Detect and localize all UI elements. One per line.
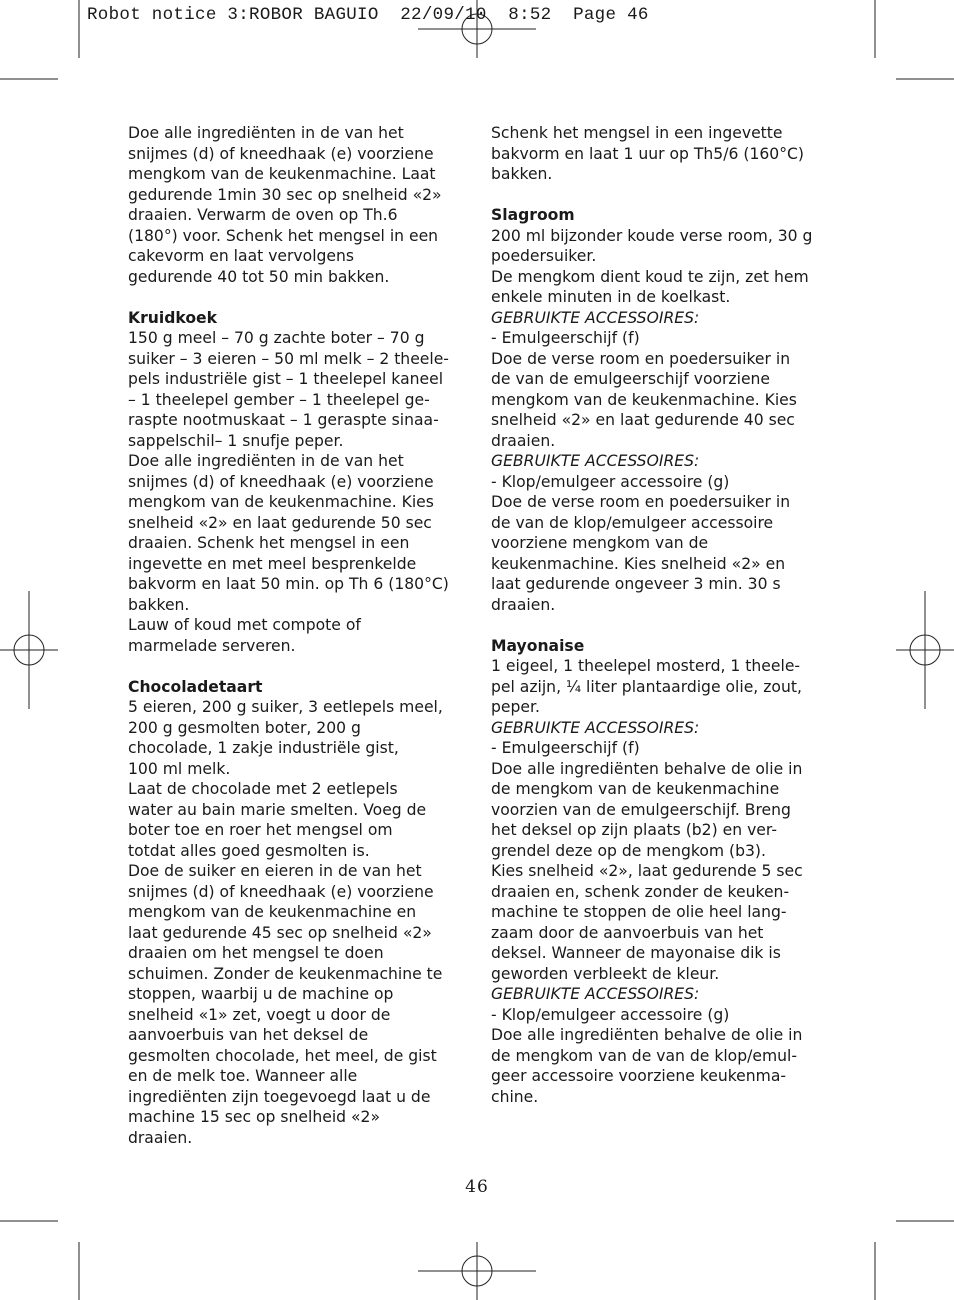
accessory-item: - Emulgeerschijf (f) [491,329,640,347]
page-number: 46 [465,1177,489,1197]
recipe-title-slagroom: Slagroom [491,206,575,224]
chocoladetaart-ingredients: 5 eieren, 200 g suiker, 3 eetlepels meel, 200 g gesmolten boter, 200 g chocolade, 1 zakje industriële gist, 100 ml melk. [128,698,443,778]
kruidkoek-method: Doe alle ingrediënten in de van het snijmes (d) of kneedhaak (e) voorziene mengkom van de keukenmachine. Kies snelheid «2» en laat gedurende 50 sec draaien. Schenk het mengsel in een ingevette en met meel besprenkelde bakvorm en laat 50 min. op Th 6 (180°C) bakken. [128,452,449,614]
accessory-item: - Klop/emulgeer accessoire (g) [491,1005,730,1024]
continued-paragraph: Schenk het mengsel in een ingevette bakvorm en laat 1 uur op Th5/6 (160°C) bakken. [491,124,804,183]
mayonaise-method-1: Doe alle ingrediënten behalve de olie in de mengkom van de keukenmachine voorzien van de emulgeerschijf. Breng het deksel op zijn plaats (b2) en ver- grendel deze op de mengkom (b3). Kies snelheid «2», laat gedurende 5 sec draaien en, schenk zonder de keuken- machine te stoppen de olie heel lang- zaam door de aanvoerbuis van het deksel. Wanneer de mayonaise dik is geworden verbleekt de kleur. [491,759,803,983]
recipe-title-kruidkoek: Kruidkoek [128,308,217,327]
accessory-item: - Klop/emulgeer accessoire (g) [491,472,730,491]
mayonaise-method-2: Doe alle ingrediënten behalve de olie in de mengkom van de van de klop/emul- geer accessoire voorziene keukenma- chine. [491,1026,803,1106]
chocoladetaart-method-1: Laat de chocolade met 2 eetlepels water au bain marie smelten. Voeg de boter toe en roer het mengsel om totdat alles goed gesmolten is. [128,780,427,860]
mayonaise-ingredients: 1 eigeel, 1 theelepel mosterd, 1 theele- pel azijn, ¼ liter plantaardige olie, zout, peper. [491,657,802,716]
intro-paragraph: Doe alle ingrediënten in de van het snijmes (d) of kneedhaak (e) voorziene mengkom van de keukenmachine. Laat gedurende 1min 30 sec op snelheid «2» draaien. Verwarm de oven op Th.6 (180°) voor. Schenk het mengsel in een cakevorm en laat vervolgens gedurende 40 tot 50 min bakken. [128,124,442,286]
print-slug-line: Robot notice 3:ROBOR BAGUIO 22/09/10 8:52 Page 46 [87,5,649,25]
recipe-title-mayonaise: Mayonaise [491,636,585,655]
accessories-label: GEBRUIKTE ACCESSOIRES: [491,985,700,1003]
slagroom-note: De mengkom dient koud te zijn, zet hem enkele minuten in de koelkast. [491,267,809,306]
slagroom-ingredients: 200 ml bijzonder koude verse room, 30 g poedersuiker. [491,226,813,265]
kruidkoek-serving: Lauw of koud met compote of marmelade serveren. [128,616,361,655]
chocoladetaart-method-2: Doe de suiker en eieren in de van het snijmes (d) of kneedhaak (e) voorziene mengkom van de keukenmachine en laat gedurende 45 sec op snelheid «2» draaien om het mengsel te doen schuimen. Zonder de keukenmachine te stoppen, waarbij u de machine op snelheid «1» zet, voegt u door de aanvoerbuis van het deksel de gesmolten chocolade, het meel, de gist en de melk toe. Wanneer alle ingrediënten zijn toegevoegd laat u de machine 15 sec op snelheid «2» draaien. [128,862,443,1147]
slagroom-method-2: Doe de verse room en poedersuiker in de van de klop/emulgeer accessoire voorziene mengkom van de keukenmachine. Kies snelheid «2» en laat gedurende ongeveer 3 min. 30 s draaien. [491,493,791,614]
accessory-item: - Emulgeerschijf (f) [491,739,640,757]
slagroom-method-1: Doe de verse room en poedersuiker in de van de emulgeerschijf voorziene mengkom van de keukenmachine. Kies snelheid «2» en laat gedurende 40 sec draaien. [491,349,797,450]
accessories-label: GEBRUIKTE ACCESSOIRES: [491,718,700,737]
accessories-label: GEBRUIKTE ACCESSOIRES: [491,452,700,470]
kruidkoek-ingredients: 150 g meel – 70 g zachte boter – 70 g suiker – 3 eieren – 50 ml melk – 2 theele- pels industriële gist – 1 theelepel kaneel – 1 theelepel gember – 1 theelepel ge- raspte nootmuskaat – 1 geraspte sinaa- sappelschil– 1 snufje peper. [128,329,449,450]
recipe-title-chocoladetaart: Chocoladetaart [128,677,263,696]
left-column [128,123,473,1148]
right-column [491,123,836,1107]
accessories-label: GEBRUIKTE ACCESSOIRES: [491,308,700,327]
